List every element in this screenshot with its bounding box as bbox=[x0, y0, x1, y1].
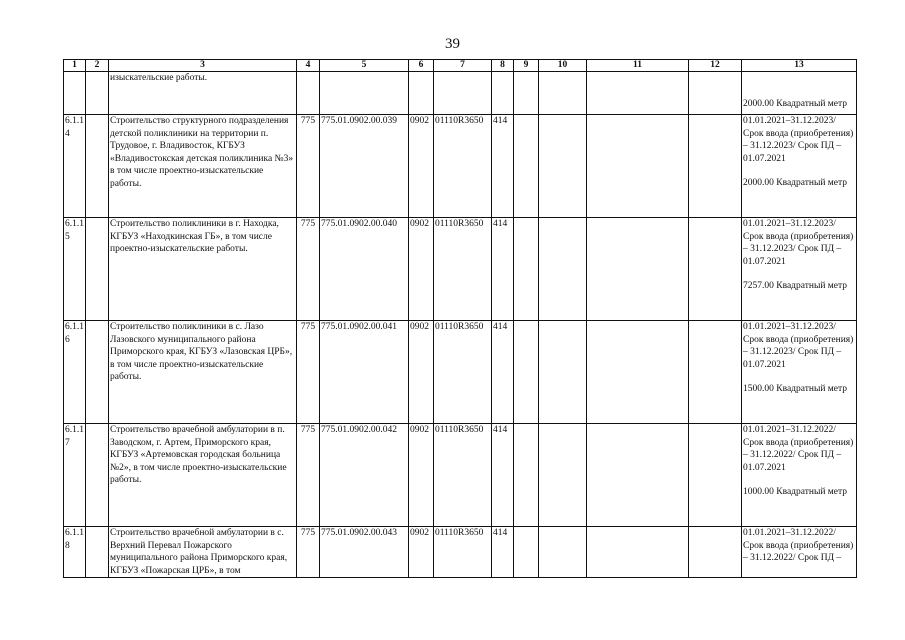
description-cell: Строительство поликлиники в г. Находка, КГБУЗ «Находкинская ГБ», в том числе проектно-изыскательские работы. bbox=[109, 218, 297, 321]
table-row-continuation bbox=[64, 72, 857, 115]
header-row bbox=[64, 60, 857, 72]
dates-value: 01.01.2021–31.12.2023/ Срок ввода (приобретения) – 31.12.2023/ Срок ПД – 01.07.2021 bbox=[743, 116, 854, 164]
cell-7: 01110R3650 bbox=[434, 527, 492, 578]
table-row bbox=[64, 527, 857, 578]
cell-8: 414 bbox=[492, 218, 514, 321]
code-cell: 6.1.1 6 bbox=[64, 321, 86, 424]
table-row bbox=[64, 218, 857, 321]
description-cell: Строительство врачебной амбулатории в с. Верхний Перевал Пожарского муниципального района Приморского края, КГБУЗ «Пожарская ЦРБ», в том bbox=[109, 527, 297, 578]
column-header: 13 bbox=[742, 60, 857, 72]
area-value: 1000.00 Квадратный метр bbox=[743, 487, 848, 497]
column-header: 12 bbox=[689, 60, 742, 72]
term-cell bbox=[742, 424, 857, 527]
code-cell: 6.1.1 4 bbox=[64, 115, 86, 218]
term-cell bbox=[742, 321, 857, 424]
term-cell bbox=[742, 72, 857, 115]
column-header: 7 bbox=[434, 60, 492, 72]
cell-5: 775.01.0902.00.042 bbox=[320, 424, 409, 527]
area-value: 2000.00 Квадратный метр bbox=[743, 178, 848, 188]
column-header: 2 bbox=[86, 60, 109, 72]
cell-6: 0902 bbox=[409, 218, 434, 321]
cell-8: 414 bbox=[492, 527, 514, 578]
description-cell: Строительство врачебной амбулатории в п. Заводском, г. Артем, Приморского края, КГБУЗ «Артемовская городская больница №2», в том числе проектно-изыскательские работы. bbox=[109, 424, 297, 527]
description-cell: Строительство поликлиники в с. Лазо Лазовского муниципального района Приморского края, КГБУЗ «Лазовская ЦРБ», в том числе проектно-изыскательские работы. bbox=[109, 321, 297, 424]
table-row bbox=[64, 424, 857, 527]
cell-8: 414 bbox=[492, 115, 514, 218]
column-header: 10 bbox=[539, 60, 587, 72]
table-row bbox=[64, 321, 857, 424]
cell-6: 0902 bbox=[409, 424, 434, 527]
dates-value: 01.01.2021–31.12.2022/ Срок ввода (приобретения) – 31.12.2022/ Срок ПД – 01.07.2021 bbox=[743, 425, 854, 473]
area-value: 1500.00 Квадратный метр bbox=[743, 384, 848, 394]
dates-value: 01.01.2021–31.12.2023/ Срок ввода (приобретения) – 31.12.2023/ Срок ПД – 01.07.2021 bbox=[743, 219, 854, 267]
cell-8: 414 bbox=[492, 321, 514, 424]
cell-4: 775 bbox=[297, 527, 320, 578]
cell-6: 0902 bbox=[409, 115, 434, 218]
term-cell bbox=[742, 115, 857, 218]
description-cell: изыскательские работы. bbox=[109, 72, 297, 115]
cell-7: 01110R3650 bbox=[434, 424, 492, 527]
code-cell: 6.1.1 7 bbox=[64, 424, 86, 527]
code-cell: 6.1.1 8 bbox=[64, 527, 86, 578]
cell-4: 775 bbox=[297, 321, 320, 424]
area-value: 2000.00 Квадратный метр bbox=[743, 99, 848, 109]
term-cell bbox=[742, 218, 857, 321]
column-header: 11 bbox=[587, 60, 689, 72]
column-header: 1 bbox=[64, 60, 86, 72]
dates-value: 01.01.2021–31.12.2022/ Срок ввода (приобретения) – 31.12.2022/ Срок ПД – bbox=[743, 528, 854, 563]
cell-5: 775.01.0902.00.040 bbox=[320, 218, 409, 321]
term-cell bbox=[742, 527, 857, 578]
page-number: 39 bbox=[445, 36, 460, 52]
column-header: 6 bbox=[409, 60, 434, 72]
area-value: 7257.00 Квадратный метр bbox=[743, 281, 848, 291]
cell-7: 01110R3650 bbox=[434, 115, 492, 218]
cell-5: 775.01.0902.00.041 bbox=[320, 321, 409, 424]
cell-7: 01110R3650 bbox=[434, 218, 492, 321]
cell-4: 775 bbox=[297, 115, 320, 218]
cell-5: 775.01.0902.00.039 bbox=[320, 115, 409, 218]
cell-6: 0902 bbox=[409, 321, 434, 424]
description-cell: Строительство структурного подразделения детской поликлиники на территории п. Трудовое, г. Владивосток, КГБУЗ «Владивостокская детская поликлиника №3» в том числе проектно-изыскательские работы. bbox=[109, 115, 297, 218]
column-header: 3 bbox=[109, 60, 297, 72]
code-cell: 6.1.1 5 bbox=[64, 218, 86, 321]
cell-4: 775 bbox=[297, 424, 320, 527]
data-table bbox=[63, 59, 857, 578]
column-header: 4 bbox=[297, 60, 320, 72]
cell-6: 0902 bbox=[409, 527, 434, 578]
column-header: 5 bbox=[320, 60, 409, 72]
cell-5: 775.01.0902.00.043 bbox=[320, 527, 409, 578]
column-header: 8 bbox=[492, 60, 514, 72]
dates-value: 01.01.2021–31.12.2023/ Срок ввода (приобретения) – 31.12.2023/ Срок ПД – 01.07.2021 bbox=[743, 322, 854, 370]
cell-7: 01110R3650 bbox=[434, 321, 492, 424]
cell-4: 775 bbox=[297, 218, 320, 321]
cell-8: 414 bbox=[492, 424, 514, 527]
table-row bbox=[64, 115, 857, 218]
column-header: 9 bbox=[514, 60, 539, 72]
